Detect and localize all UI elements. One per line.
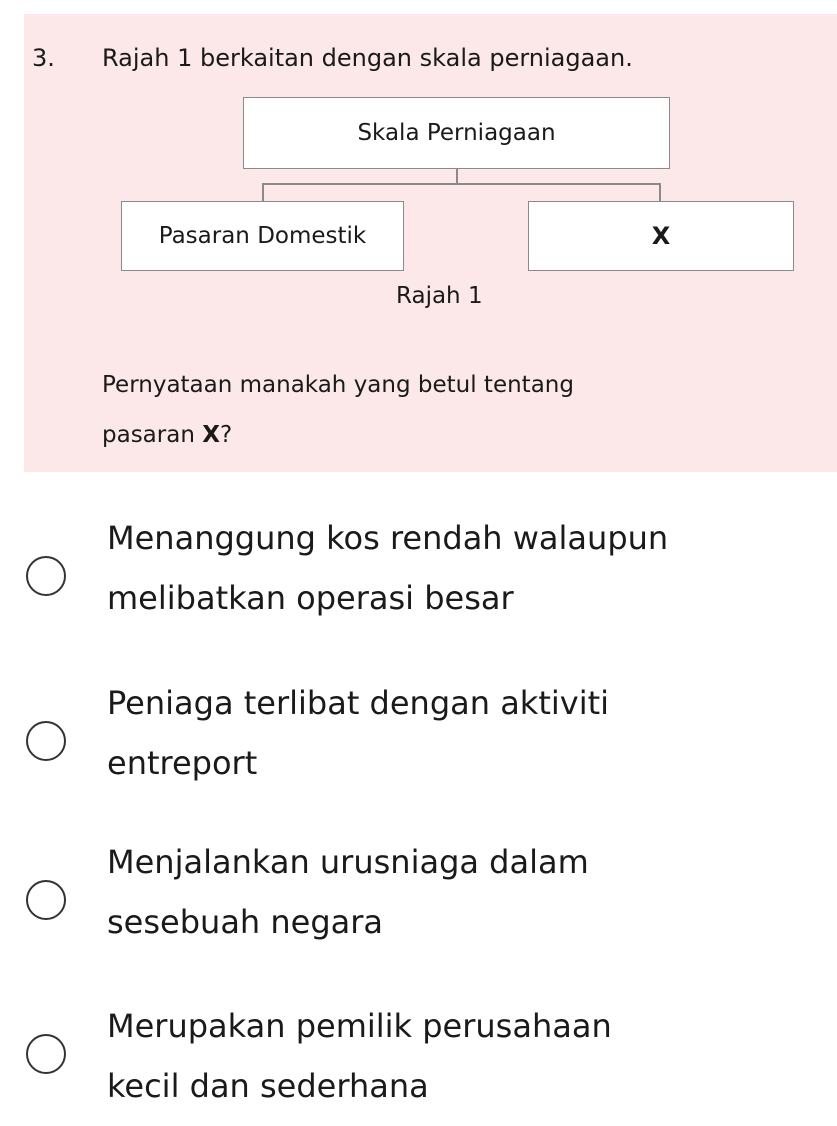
connector-right-drop bbox=[659, 183, 661, 201]
option-line2: kecil dan sederhana bbox=[107, 1067, 429, 1105]
prompt-bold-x: X bbox=[202, 422, 220, 448]
connector-left-drop bbox=[262, 183, 264, 201]
diagram-left-label: Pasaran Domestik bbox=[158, 223, 367, 249]
radio-button[interactable] bbox=[26, 1034, 66, 1074]
question-stem: Rajah 1 berkaitan dengan skala perniagaan. bbox=[102, 44, 633, 72]
answer-option-2[interactable] bbox=[0, 673, 837, 803]
connector-bar bbox=[262, 183, 660, 185]
diagram-root-box bbox=[243, 97, 670, 169]
question-prompt-line2 bbox=[102, 422, 232, 448]
diagram-right-label: X bbox=[651, 222, 671, 250]
prompt-prefix: pasaran bbox=[102, 422, 203, 448]
option-text bbox=[107, 508, 817, 628]
question-number: 3. bbox=[32, 44, 55, 72]
answer-option-3[interactable] bbox=[0, 832, 837, 962]
option-line2: sesebuah negara bbox=[107, 903, 384, 941]
connector-stem bbox=[456, 169, 458, 183]
prompt-suffix: ? bbox=[219, 422, 233, 448]
diagram-caption: Rajah 1 bbox=[396, 283, 483, 309]
answer-option-1[interactable] bbox=[0, 508, 837, 638]
question-prompt-line1: Pernyataan manakah yang betul tentang bbox=[102, 372, 574, 398]
option-line1: Menanggung kos rendah walaupun bbox=[107, 519, 669, 557]
option-line2: entreport bbox=[107, 744, 258, 782]
radio-button[interactable] bbox=[26, 721, 66, 761]
radio-button[interactable] bbox=[26, 556, 66, 596]
diagram-right-box bbox=[528, 201, 794, 271]
option-text bbox=[107, 996, 817, 1116]
answer-option-4[interactable] bbox=[0, 996, 837, 1126]
option-line1: Merupakan pemilik perusahaan bbox=[107, 1007, 612, 1045]
option-text bbox=[107, 832, 817, 952]
diagram-left-box bbox=[121, 201, 404, 271]
option-line1: Peniaga terlibat dengan aktiviti bbox=[107, 684, 610, 722]
option-line1: Menjalankan urusniaga dalam bbox=[107, 843, 589, 881]
option-text bbox=[107, 673, 817, 793]
option-line2: melibatkan operasi besar bbox=[107, 579, 514, 617]
radio-button[interactable] bbox=[26, 880, 66, 920]
diagram-root-label: Skala Perniagaan bbox=[357, 120, 556, 146]
